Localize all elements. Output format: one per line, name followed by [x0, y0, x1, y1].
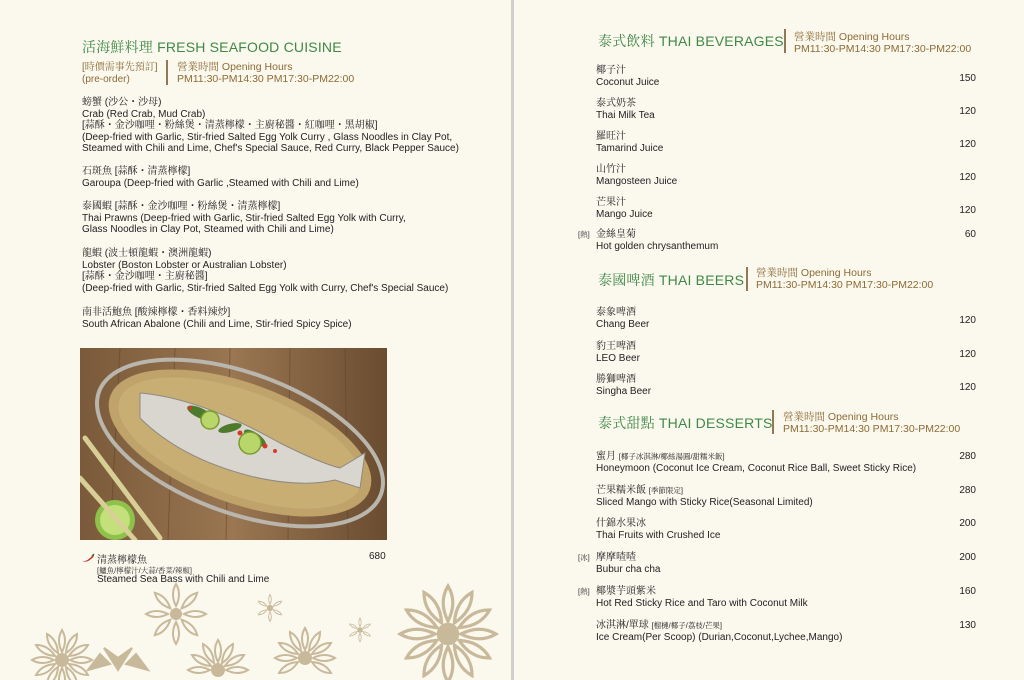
item-line: (Deep-fried with Garlic, Stir-fried Salted Egg Yolk with Curry, Chef's Special Sauce) — [82, 282, 449, 294]
lotus-flower-ornament-icon — [0, 578, 511, 680]
hot-tag: [熱] — [578, 587, 590, 596]
beers-hours-label: 營業時間 Opening Hours — [756, 267, 872, 279]
item-detail-cn: [榴槤/椰子/荔枝/芒果] — [651, 621, 722, 630]
item-name-en: Thai Milk Tea — [596, 109, 655, 121]
fish-dish-illustration — [80, 348, 387, 540]
item-name-en: Thai Fruits with Crushed Ice — [596, 529, 721, 541]
item-line: [蒜酥・金沙咖哩・粉絲煲・清蒸檸檬・主廚秘醬・紅咖哩・黑胡椒] — [82, 120, 378, 131]
item-price: 120 — [959, 205, 976, 216]
left-page — [0, 0, 511, 680]
item-line: Lobster (Boston Lobster or Australian Lobster) — [82, 259, 287, 271]
item-name-cn: 椰子汁 — [596, 65, 626, 76]
item-name-cn: 椰漿芋頭紫米 — [596, 586, 656, 597]
beverages-hours-label: 營業時間 Opening Hours — [794, 31, 910, 43]
beverage-item — [596, 164, 976, 187]
item-name-en: Ice Cream(Per Scoop) (Durian,Coconut,Lychee,Mango) — [596, 631, 843, 643]
item-name-en: Sliced Mango with Sticky Rice(Seasonal Limited) — [596, 496, 813, 508]
item-name-cn-row — [596, 620, 976, 632]
item-name-en: Mangosteen Juice — [596, 175, 678, 187]
item-price: 120 — [959, 139, 976, 150]
beer-item — [596, 374, 976, 397]
featured-dish-name-cn: 清蒸檸檬魚 — [97, 555, 147, 566]
item-name-cn: 冰淇淋/單球 — [596, 620, 649, 631]
item-price: 120 — [959, 106, 976, 117]
divider-bar — [746, 267, 748, 291]
beers-title: 泰國啤酒 THAI BEERS — [598, 272, 745, 288]
menu-item-crab — [82, 97, 459, 155]
item-line: Garoupa (Deep-fried with Garlic ,Steamed with Chili and Lime) — [82, 177, 359, 189]
item-line: South African Abalone (Chili and Lime, Stir-fried Spicy Spice) — [82, 318, 352, 330]
item-price: 200 — [959, 552, 976, 563]
menu-item-abalone — [82, 307, 352, 330]
item-name-cn: 什錦水果冰 — [596, 518, 646, 529]
beverage-item — [596, 131, 976, 154]
item-name-en: Singha Beer — [596, 385, 652, 397]
item-line: 龍蝦 (波士頓龍蝦・澳洲龍蝦) — [82, 248, 212, 259]
item-price: 120 — [959, 172, 976, 183]
item-name-cn: 芒果糯米飯 — [596, 485, 646, 496]
beverage-item — [578, 229, 976, 252]
featured-dish-price: 680 — [369, 551, 386, 562]
item-name-cn: 摩摩喳喳 — [596, 552, 636, 563]
item-name-en: Hot golden chrysanthemum — [596, 240, 719, 252]
item-price: 120 — [959, 349, 976, 360]
item-name-en: Hot Red Sticky Rice and Taro with Coconut Milk — [596, 597, 808, 609]
item-price: 150 — [959, 73, 976, 84]
featured-dish-name-en: Steamed Sea Bass with Chili and Lime — [97, 574, 270, 585]
item-price: 60 — [964, 229, 976, 240]
dessert-item — [578, 552, 976, 575]
desserts-hours-time: PM11:30-PM14:30 PM17:30-PM22:00 — [783, 423, 961, 435]
divider-bar — [166, 60, 168, 85]
hours-time: PM11:30-PM14:30 PM17:30-PM22:00 — [177, 73, 355, 85]
beer-item — [596, 341, 976, 364]
item-line: Glass Noodles in Clay Pot, Steamed with Chili and Lime) — [82, 224, 334, 235]
dessert-item — [578, 586, 976, 609]
steamed-fish-photo — [80, 348, 387, 540]
item-price: 280 — [959, 485, 976, 496]
menu-item-thai-prawns — [82, 201, 406, 236]
item-line: 泰國蝦 [蒜酥・金沙咖哩・粉絲煲・清蒸檸檬] — [82, 201, 281, 212]
item-name-en: Bubur cha cha — [596, 563, 661, 575]
featured-dish-ingredients: [鱸魚/檸檬汁/大蒜/香菜/辣椒] — [97, 566, 193, 575]
item-price: 200 — [959, 518, 976, 529]
seafood-title: 活海鮮料理 FRESH SEAFOOD CUISINE — [82, 39, 342, 55]
item-name-en: Coconut Juice — [596, 76, 660, 88]
item-name-cn: 金絲皇菊 — [596, 229, 636, 240]
item-name-cn-row — [596, 451, 976, 463]
item-line: (Deep-fried with Garlic, Stir-fried Salted Egg Yolk Curry , Glass Noodles in Clay Pot, — [82, 131, 453, 143]
item-price: 280 — [959, 451, 976, 462]
preorder-note-cn: [時價需事先預訂] — [82, 62, 158, 73]
item-name-cn: 蜜月 — [596, 451, 616, 462]
dessert-item — [596, 518, 976, 541]
item-line: Steamed with Chili and Lime, Chef's Special Sauce, Red Curry, Black Pepper Sauce) — [82, 143, 459, 154]
item-line: Thai Prawns (Deep-fried with Garlic, Stir-fried Salted Egg Yolk with Curry, — [82, 212, 406, 224]
desserts-title: 泰式甜點 THAI DESSERTS — [598, 415, 773, 431]
chili-pepper-icon — [81, 553, 95, 563]
item-name-en: Honeymoon (Coconut Ice Cream, Coconut Rice Ball, Sweet Sticky Rice) — [596, 462, 917, 474]
beverage-item — [596, 98, 976, 121]
beers-hours-time: PM11:30-PM14:30 PM17:30-PM22:00 — [756, 279, 934, 291]
dessert-item — [596, 620, 976, 643]
right-page — [514, 0, 1024, 680]
item-name-cn: 羅旺汁 — [596, 131, 626, 142]
item-name-en: Chang Beer — [596, 318, 650, 330]
item-line: 南非活鮑魚 [酸辣檸檬・香料辣炒] — [82, 307, 231, 318]
item-price: 130 — [959, 620, 976, 631]
divider-bar — [784, 29, 786, 53]
item-name-cn-row — [596, 485, 976, 497]
divider-bar — [772, 410, 774, 434]
item-detail-cn: [季節限定] — [648, 486, 683, 495]
beverages-hours-time: PM11:30-PM14:30 PM17:30-PM22:00 — [794, 43, 972, 55]
item-price: 160 — [959, 586, 976, 597]
item-name-cn: 泰象啤酒 — [596, 307, 636, 318]
hot-tag: [熱] — [578, 230, 590, 239]
item-name-cn: 芒果汁 — [596, 197, 626, 208]
dessert-item — [596, 485, 976, 508]
item-name-en: Tamarind Juice — [596, 142, 664, 154]
dessert-item — [596, 451, 976, 474]
beverage-item — [596, 197, 976, 220]
item-price: 120 — [959, 382, 976, 393]
item-name-cn: 豹王啤酒 — [596, 341, 636, 352]
item-name-en: Mango Juice — [596, 208, 653, 220]
item-name-cn: 勝獅啤酒 — [596, 374, 636, 385]
item-price: 120 — [959, 315, 976, 326]
beer-item — [596, 307, 976, 330]
item-line: [蒜酥・金沙咖哩・主廚秘醬] — [82, 271, 208, 282]
beverage-item — [596, 65, 976, 88]
preorder-note-en: (pre-order) — [82, 74, 130, 85]
item-line: 石斑魚 [蒜酥・清蒸檸檬] — [82, 166, 191, 177]
menu-item-lobster — [82, 248, 448, 294]
item-detail-cn: [椰子冰淇淋/椰絲湯圓/甜糯米飯] — [618, 452, 725, 461]
desserts-hours-label: 營業時間 Opening Hours — [783, 411, 899, 423]
menu-item-garoupa — [82, 166, 359, 189]
item-line: Crab (Red Crab, Mud Crab) — [82, 108, 206, 120]
beverages-title: 泰式飲料 THAI BEVERAGES — [598, 33, 784, 49]
item-name-en: LEO Beer — [596, 352, 640, 364]
item-name-cn: 山竹汁 — [596, 164, 626, 175]
item-line: 螃蟹 (沙公・沙母) — [82, 97, 162, 108]
ice-tag: [冰] — [578, 553, 590, 562]
item-name-cn: 泰式奶茶 — [596, 98, 636, 109]
hours-label: 營業時間 Opening Hours — [177, 61, 293, 73]
